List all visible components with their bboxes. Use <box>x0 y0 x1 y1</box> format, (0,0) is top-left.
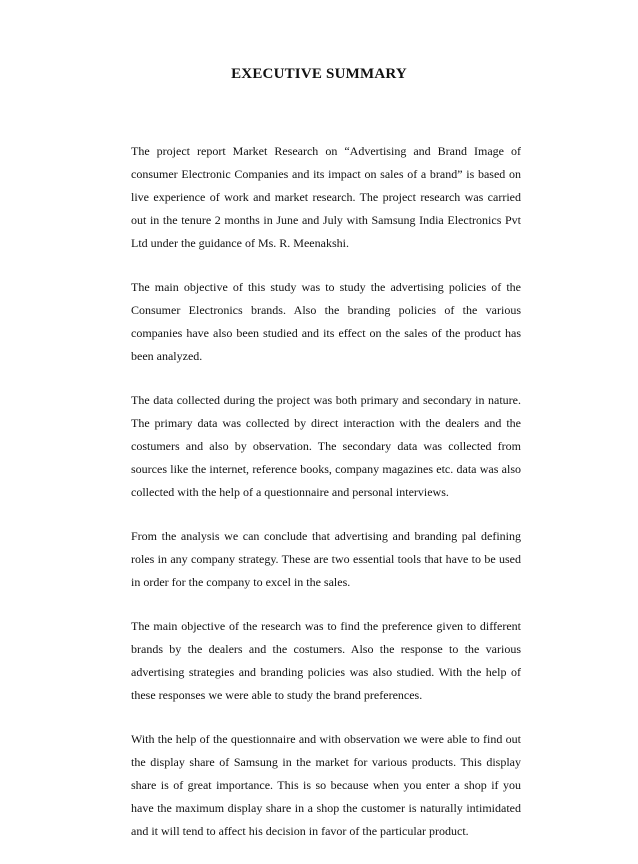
paragraph-analysis-conclusion: From the analysis we can conclude that advertising and branding pal defining roles in any company strategy. These are two essential tools that have to be used in order for the company to excel in the sales. <box>131 529 521 589</box>
paragraph-study-objective: The main objective of this study was to study the advertising policies of the Consumer Electronics brands. Also the branding policies of the various companies have also been studied and its effect on the sales of the product has been analyzed. <box>131 280 521 363</box>
page-title: EXECUTIVE SUMMARY <box>231 66 407 82</box>
document-body <box>131 140 521 864</box>
paragraph-research-objective: The main objective of the research was to find the preference given to different brands by the dealers and the costumers. Also the response to the various advertising strategies and branding policies was also studied. With the help of these responses we were able to study the brand preferences. <box>131 619 521 702</box>
paragraph-project-overview: The project report Market Research on “Advertising and Brand Image of consumer Electronic Companies and its impact on sales of a brand” is based on live experience of work and market research. The project research was carried out in the tenure 2 months in June and July with Samsung India Electronics Pvt Ltd under the guidance of Ms. R. Meenakshi. <box>131 144 521 250</box>
paragraph-data-collection: The data collected during the project was both primary and secondary in nature. The primary data was collected by direct interaction with the dealers and the costumers and also by observation. The secondary data was collected from sources like the internet, reference books, company magazines etc. data was also collected with the help of a questionnaire and personal interviews. <box>131 393 521 499</box>
paragraph-display-share: With the help of the questionnaire and with observation we were able to find out the display share of Samsung in the market for various products. This display share is of great importance. This is so because when you enter a shop if you have the maximum display share in a shop the customer is naturally intimidated and it will tend to affect his decision in favor of the particular product. <box>131 732 521 838</box>
